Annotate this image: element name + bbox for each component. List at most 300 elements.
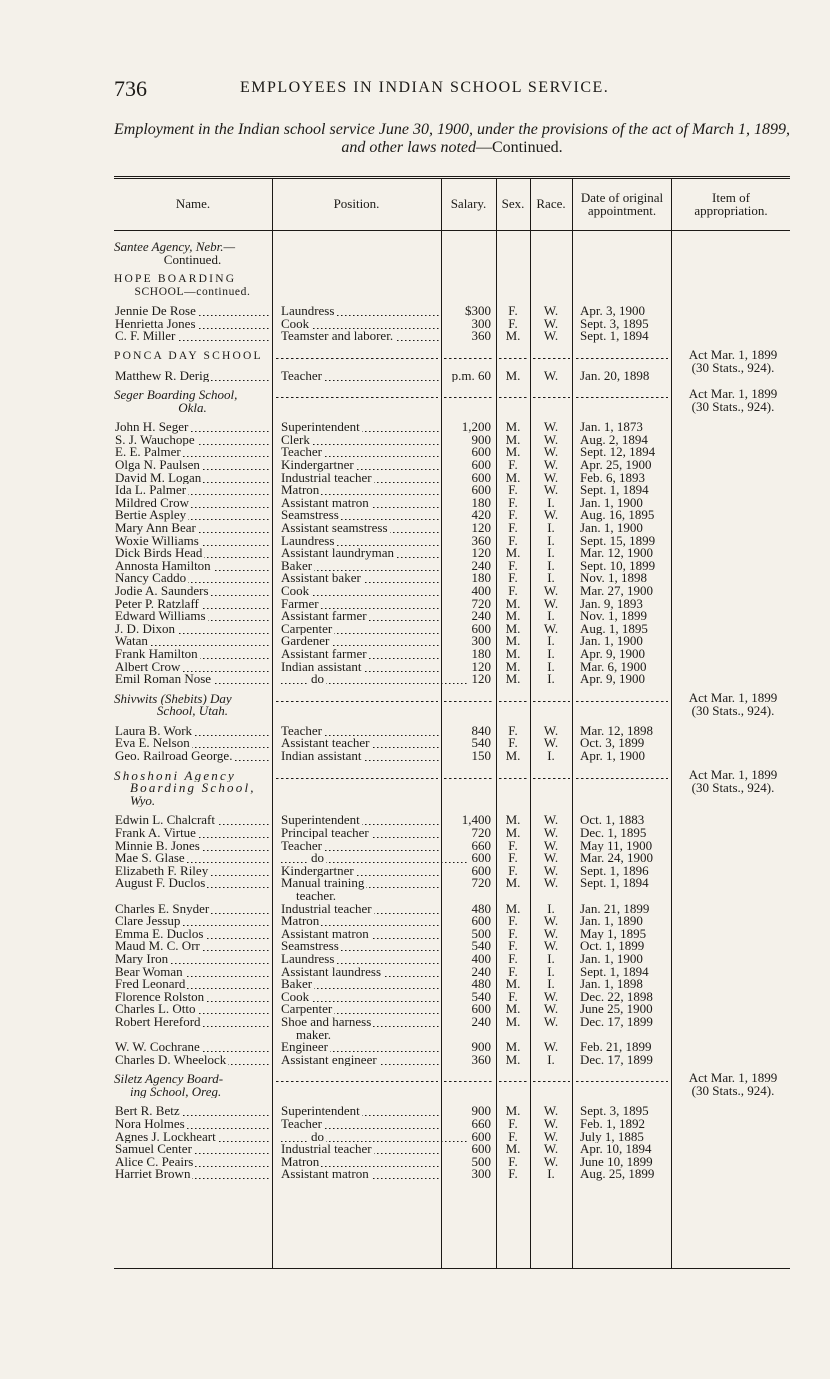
appointment-date — [580, 953, 670, 966]
appointment-date-text: Sept. 15, 1899 — [580, 534, 656, 548]
employee-position-text: Clerk — [281, 433, 310, 447]
appointment-date-text: Feb. 21, 1899 — [580, 1041, 652, 1054]
race-value-text: W. — [543, 305, 559, 318]
col-header-item: Item of appropriation. — [694, 189, 768, 218]
column-dashes — [499, 770, 528, 783]
employee-position-text: Laundress — [281, 952, 335, 966]
appointment-date-text: Apr. 3, 1900 — [580, 305, 645, 318]
sex-value — [498, 840, 528, 853]
sex-value-text: F. — [508, 584, 518, 598]
race-value — [531, 865, 571, 878]
employee-name — [115, 598, 271, 611]
employee-position — [281, 434, 439, 447]
section-heading-text: Santee Agency, Nebr.— — [114, 241, 236, 254]
salary-value-text: 480 — [471, 978, 491, 991]
salary-value-text: 360 — [471, 534, 491, 548]
appointment-date-text: Sept. 1, 1894 — [580, 965, 649, 979]
sex-value-text: F. — [508, 1155, 518, 1169]
salary-value — [441, 877, 491, 890]
appointment-date — [580, 459, 670, 472]
employee-name — [115, 940, 271, 953]
employee-name — [115, 560, 271, 573]
race-value — [531, 318, 571, 331]
appointment-date-text: June 10, 1899 — [580, 1155, 653, 1169]
employee-position-text: Cook — [281, 317, 310, 331]
employee-position-text: Teamster and laborer. — [281, 330, 394, 344]
salary-value-text: 300 — [471, 1168, 491, 1181]
salary-value-text: 420 — [471, 509, 491, 522]
employee-name-text: Minnie B. Jones — [115, 839, 200, 853]
race-value-text: W. — [543, 1015, 559, 1029]
sex-value-text: F. — [508, 534, 518, 548]
position-continuation — [296, 890, 438, 903]
salary-value-text: 900 — [471, 1041, 491, 1054]
sex-value — [498, 318, 528, 331]
race-value — [531, 472, 571, 485]
salary-value — [441, 750, 491, 763]
race-value-text: I. — [547, 1168, 555, 1181]
employee-name-text: Bert R. Betz — [115, 1105, 180, 1118]
salary-value — [441, 434, 491, 447]
employee-name-text: W. W. Cochrane — [115, 1041, 200, 1054]
column-dashes — [576, 389, 668, 402]
salary-value — [441, 840, 491, 853]
appropriation-item — [677, 1071, 789, 1097]
appointment-date — [580, 330, 670, 343]
race-value-text: I. — [547, 572, 555, 585]
sex-value — [498, 928, 528, 941]
appointment-date — [580, 991, 670, 1004]
sex-value — [498, 497, 528, 510]
employee-position-text: Shoe and harness — [281, 1015, 372, 1029]
salary-value-text: $300 — [465, 305, 491, 318]
employee-name-text: Florence Rolston — [115, 990, 205, 1004]
sex-value — [498, 330, 528, 343]
race-value — [531, 978, 571, 991]
employee-position-text: Industrial teacher — [281, 1143, 372, 1156]
salary-value-text: 500 — [471, 927, 491, 941]
salary-value-text: 720 — [471, 877, 491, 890]
salary-value-text: 1,200 — [461, 421, 491, 434]
race-value — [531, 1016, 571, 1029]
sex-value — [498, 750, 528, 763]
sex-value-text: F. — [508, 927, 518, 941]
salary-value-text: 600 — [471, 1130, 491, 1144]
salary-value — [441, 1168, 491, 1181]
employee-position — [281, 547, 439, 560]
section-heading-text: Seger Boarding School, — [114, 389, 238, 402]
employee-position — [281, 940, 439, 953]
race-value-text: W. — [543, 1003, 559, 1016]
salary-value-text: 500 — [471, 1155, 491, 1169]
salary-value — [441, 940, 491, 953]
race-value — [531, 725, 571, 738]
employee-position-text: Superintendent — [281, 1105, 360, 1118]
appointment-date — [580, 978, 670, 991]
appointment-date — [580, 509, 670, 522]
salary-value — [441, 673, 491, 686]
employee-name — [115, 623, 271, 636]
salary-value-text: 480 — [471, 902, 491, 916]
sex-value-text: F. — [508, 572, 518, 585]
appointment-date — [580, 370, 670, 383]
race-value — [531, 330, 571, 343]
appointment-date-text: Jan. 1, 1900 — [580, 952, 643, 966]
salary-value-text: 720 — [471, 597, 491, 611]
salary-value — [441, 852, 491, 865]
section-heading — [114, 241, 271, 254]
appointment-date-text: May 1, 1895 — [580, 927, 647, 941]
employee-name — [115, 953, 271, 966]
appointment-date-text: May 11, 1900 — [580, 839, 653, 853]
employee-name — [115, 661, 271, 674]
column-dashes — [499, 1073, 528, 1086]
sex-value-text: M. — [505, 1015, 521, 1029]
appointment-date — [580, 966, 670, 979]
employee-position-text: Superintendent — [281, 814, 360, 827]
employee-name-text: Olga N. Paulsen — [115, 458, 200, 472]
sex-value — [498, 1003, 528, 1016]
column-dashes — [499, 350, 528, 363]
salary-value — [441, 1054, 491, 1067]
employee-name-text: Jennie De Rose — [115, 305, 196, 318]
race-value-text: W. — [543, 814, 559, 827]
salary-value-text: 600 — [471, 622, 491, 636]
sex-value — [498, 661, 528, 674]
sex-value — [498, 1131, 528, 1144]
salary-value-text: 600 — [471, 446, 491, 459]
appointment-date — [580, 610, 670, 623]
employee-position-text: Teacher — [281, 446, 322, 459]
column-dashes — [533, 770, 570, 783]
employee-name — [115, 966, 271, 979]
sex-value — [498, 1105, 528, 1118]
salary-value — [441, 865, 491, 878]
section-heading-text: Boarding School, — [130, 782, 256, 795]
employee-name — [115, 1131, 271, 1144]
salary-value-text: 240 — [471, 965, 491, 979]
employee-name-text: Elizabeth F. Riley — [115, 864, 209, 878]
column-dashes — [444, 770, 494, 783]
sex-value — [498, 522, 528, 535]
appointment-date — [580, 497, 670, 510]
salary-value-text: 600 — [471, 864, 491, 878]
race-value-text: W. — [543, 839, 559, 853]
section-heading — [114, 1073, 271, 1086]
appropriation-stats: (30 Stats., 924). — [691, 779, 775, 795]
position-continuation-text: teacher. — [296, 889, 337, 903]
employee-position — [281, 459, 439, 472]
race-value-text: I. — [547, 610, 555, 623]
sex-value-text: M. — [505, 610, 521, 623]
salary-value-text: 600 — [471, 852, 491, 865]
employee-name-text: Woxie Williams — [115, 534, 199, 548]
race-value — [531, 598, 571, 611]
salary-value-text: 150 — [471, 750, 491, 763]
sex-value-text: F. — [508, 1168, 518, 1181]
race-value — [531, 1041, 571, 1054]
section-heading-text: Continued. — [163, 253, 222, 267]
appropriation-item — [677, 387, 789, 413]
section-heading-text: HOPE BOARDING — [114, 273, 237, 286]
sex-value-text: M. — [505, 660, 521, 674]
appropriation-act: Act Mar. 1, 1899 — [688, 346, 778, 362]
employee-name — [115, 421, 271, 434]
appointment-date — [580, 915, 670, 928]
col-header-salary: Salary. — [450, 196, 487, 211]
appointment-date — [580, 1143, 670, 1156]
race-value-text: W. — [543, 1117, 559, 1131]
salary-value-text: 600 — [471, 471, 491, 485]
employee-position-text: Laundress — [281, 534, 335, 548]
employee-name — [115, 1156, 271, 1169]
section-heading-text: School, Utah. — [156, 705, 229, 718]
employee-name — [115, 903, 271, 916]
race-value-text: W. — [543, 317, 559, 331]
appointment-date-text: June 25, 1900 — [580, 1003, 653, 1016]
caption-continued: —Continued. — [476, 139, 563, 156]
appointment-date-text: Dec. 17, 1899 — [580, 1053, 653, 1067]
employee-name — [115, 915, 271, 928]
col-header-name: Name. — [175, 196, 211, 211]
employee-name-text: Albert Crow — [115, 660, 181, 674]
race-value-text: I. — [547, 547, 555, 560]
salary-value-text: 660 — [471, 1117, 491, 1131]
section-heading — [114, 273, 271, 286]
appointment-date-text: Jan. 1, 1900 — [580, 521, 643, 535]
race-value-text: I. — [547, 978, 555, 991]
sex-value-text: M. — [505, 421, 521, 434]
sex-value-text: M. — [505, 877, 521, 890]
sex-value-text: F. — [508, 952, 518, 966]
sex-value — [498, 572, 528, 585]
appointment-date — [580, 1156, 670, 1169]
sex-value-text: M. — [505, 1143, 521, 1156]
appointment-date — [580, 472, 670, 485]
employee-position — [281, 1168, 439, 1181]
employee-name-text: Charles L. Otto — [115, 1003, 196, 1016]
employee-position — [281, 673, 467, 686]
appointment-date-text: Mar. 12, 1898 — [580, 724, 653, 738]
section-heading — [114, 795, 287, 808]
race-value — [531, 1131, 571, 1144]
salary-value — [441, 903, 491, 916]
appointment-date-text: Sept. 3, 1895 — [580, 317, 649, 331]
race-value — [531, 903, 571, 916]
salary-value-text: 180 — [471, 647, 491, 661]
appropriation-stats: (30 Stats., 924). — [691, 702, 775, 718]
section-heading-text: Wyo. — [130, 794, 156, 808]
appointment-date — [580, 1054, 670, 1067]
appointment-date-text: July 1, 1885 — [580, 1130, 644, 1144]
race-value — [531, 1003, 571, 1016]
sex-value-text: M. — [505, 902, 521, 916]
employee-name-text: C. F. Miller — [115, 330, 176, 344]
employee-position — [281, 877, 439, 890]
sex-value — [498, 1041, 528, 1054]
section-heading — [114, 1086, 287, 1099]
employee-position-text: Assistant farmer — [281, 647, 367, 661]
sex-value — [498, 421, 528, 434]
race-value — [531, 547, 571, 560]
employee-position-text: Kindergartner — [281, 458, 354, 472]
employee-position-text: Seamstress — [281, 509, 339, 522]
appointment-date — [580, 547, 670, 560]
race-value-text: W. — [543, 1143, 559, 1156]
salary-value — [441, 725, 491, 738]
employee-name — [115, 522, 271, 535]
sex-value-text: M. — [505, 471, 521, 485]
employee-name-text: Peter P. Ratzlaff — [115, 597, 199, 611]
sex-value-text: F. — [508, 559, 518, 573]
salary-value-text: 120 — [471, 673, 491, 686]
sex-value-text: M. — [505, 635, 521, 648]
sex-value — [498, 547, 528, 560]
employee-position — [281, 598, 439, 611]
employee-position — [281, 318, 439, 331]
race-value — [531, 572, 571, 585]
race-value-text: W. — [543, 1155, 559, 1169]
appointment-date — [580, 635, 670, 648]
employee-position-text: Engineer — [281, 1041, 328, 1054]
sex-value — [498, 598, 528, 611]
sex-value — [498, 673, 528, 686]
employee-position — [281, 827, 439, 840]
salary-value — [441, 547, 491, 560]
employee-name-text: Laura B. Work — [115, 724, 193, 738]
sex-value — [498, 623, 528, 636]
appointment-date — [580, 1003, 670, 1016]
position-continuation-text: maker. — [296, 1028, 332, 1042]
race-value — [531, 1054, 571, 1067]
employee-name-text: David M. Logan — [115, 471, 202, 485]
appointment-date-text: Dec. 17, 1899 — [580, 1015, 653, 1029]
race-value — [531, 484, 571, 497]
salary-value — [441, 330, 491, 343]
employee-name-text: Robert Hereford — [115, 1015, 201, 1029]
race-value — [531, 610, 571, 623]
employee-name-text: Ida L. Palmer — [115, 484, 187, 497]
race-value — [531, 585, 571, 598]
employee-name — [115, 648, 271, 661]
salary-value — [441, 560, 491, 573]
race-value-text: W. — [543, 330, 559, 344]
column-dashes — [276, 770, 438, 783]
employee-name-text: Bertie Aspley — [115, 509, 187, 522]
employee-position-text: Cook — [281, 584, 310, 598]
appropriation-act: Act Mar. 1, 1899 — [688, 689, 778, 705]
race-value — [531, 915, 571, 928]
section-heading — [114, 389, 271, 402]
employee-position — [281, 484, 439, 497]
employee-name-text: Jodie A. Saunders — [115, 584, 209, 598]
sex-value-text: F. — [508, 839, 518, 853]
section-heading — [114, 286, 271, 299]
sex-value-text: M. — [505, 547, 521, 560]
race-value-text: W. — [543, 446, 559, 459]
employee-name-text: Mae S. Glase — [115, 852, 185, 865]
salary-value — [441, 661, 491, 674]
employee-position-text: Teacher — [281, 724, 322, 738]
sex-value — [498, 991, 528, 1004]
sex-value-text: F. — [508, 1117, 518, 1131]
sex-value-text: M. — [505, 673, 521, 686]
employee-name — [115, 446, 271, 459]
appointment-date — [580, 598, 670, 611]
race-value-text: W. — [543, 915, 559, 928]
employee-name — [115, 928, 271, 941]
section-heading — [114, 402, 271, 415]
appropriation-act: Act Mar. 1, 1899 — [688, 386, 778, 402]
employee-position — [281, 737, 439, 750]
salary-value — [441, 635, 491, 648]
employee-position-text: Matron — [281, 484, 320, 497]
employee-position-text: Matron — [281, 915, 320, 928]
salary-value — [441, 978, 491, 991]
salary-value-text: 900 — [471, 433, 491, 447]
appointment-date-text: Sept. 1, 1894 — [580, 330, 649, 344]
salary-value — [441, 966, 491, 979]
appointment-date — [580, 865, 670, 878]
salary-value — [441, 1016, 491, 1029]
salary-value-text: 120 — [471, 660, 491, 674]
race-value — [531, 827, 571, 840]
appointment-date — [580, 318, 670, 331]
race-value-text: W. — [543, 597, 559, 611]
employee-position — [281, 966, 439, 979]
sex-value — [498, 852, 528, 865]
race-value — [531, 560, 571, 573]
employee-name-text: Bear Woman — [115, 965, 183, 979]
employee-position — [281, 1054, 439, 1067]
employee-name-text: Eva E. Nelson — [115, 737, 190, 751]
employee-position — [281, 814, 439, 827]
employee-position — [281, 953, 439, 966]
section-heading — [114, 254, 271, 267]
employee-position — [281, 915, 439, 928]
sex-value-text: M. — [505, 1003, 521, 1016]
employee-name — [115, 840, 271, 853]
appointment-date — [580, 535, 670, 548]
appropriation-item — [677, 348, 789, 374]
race-value-text: I. — [547, 750, 555, 763]
appointment-date — [580, 305, 670, 318]
sex-value — [498, 648, 528, 661]
salary-value-text: 600 — [471, 458, 491, 472]
employee-name — [115, 1118, 271, 1131]
employee-name — [115, 585, 271, 598]
salary-value-text: 360 — [471, 1053, 491, 1067]
appropriation-item — [677, 768, 789, 794]
col-header-sex: Sex. — [501, 196, 525, 211]
appointment-date-text: Feb. 6, 1893 — [580, 471, 645, 485]
salary-value — [441, 1143, 491, 1156]
appointment-date — [580, 623, 670, 636]
employee-position-text: Industrial teacher — [281, 471, 372, 485]
employee-position — [281, 661, 439, 674]
sex-value-text: F. — [508, 521, 518, 535]
race-value-text: I. — [547, 1053, 555, 1067]
employee-position-text: Teacher — [281, 369, 322, 383]
salary-value-text: 240 — [471, 559, 491, 573]
employee-position-text: Assistant laundress — [281, 965, 382, 979]
employee-position-text: Superintendent — [281, 421, 360, 434]
race-value-text: I. — [547, 559, 555, 573]
sex-value-text: M. — [505, 433, 521, 447]
employee-name — [115, 1003, 271, 1016]
employee-position — [281, 750, 439, 763]
sex-value — [498, 1156, 528, 1169]
